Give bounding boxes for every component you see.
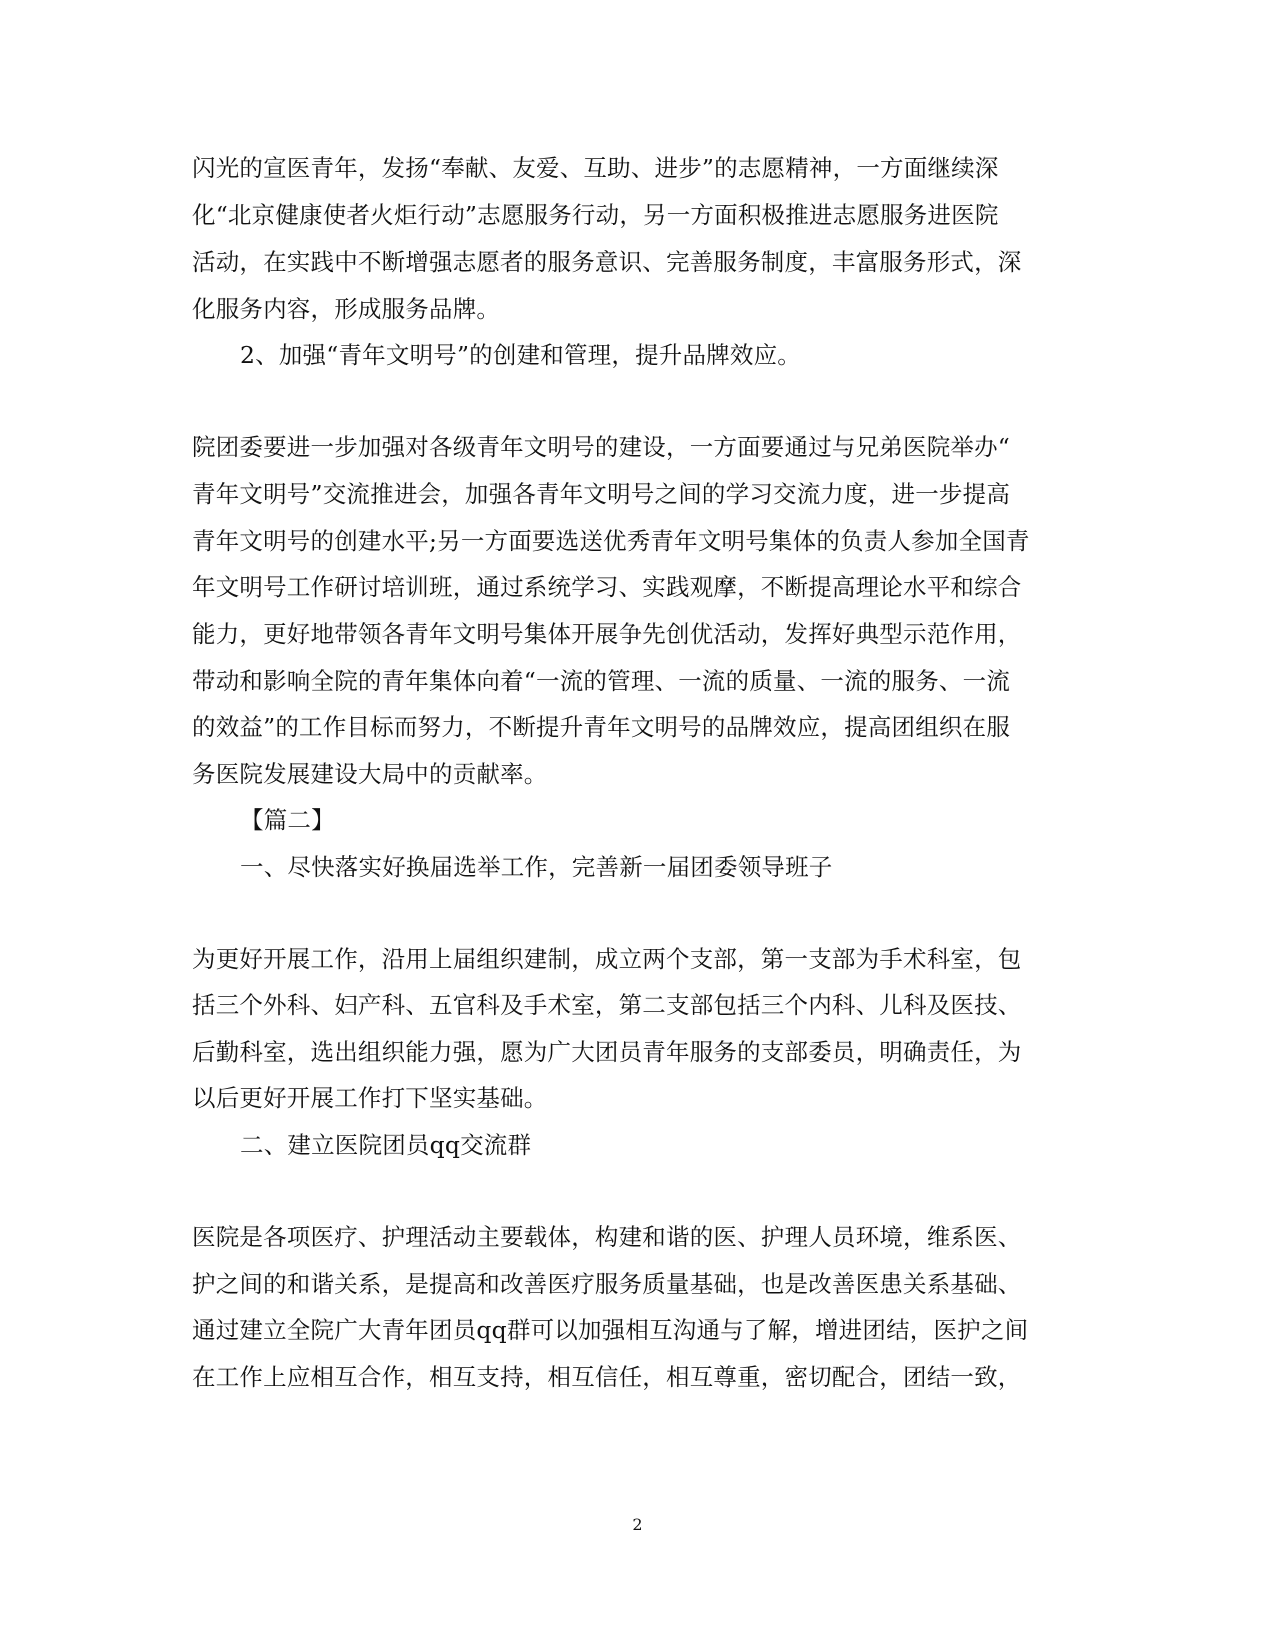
section-heading: 2、加强“青年文明号”的创建和管理，提升品牌效应。	[240, 341, 801, 369]
body-text-line: 医院是各项医疗、护理活动主要载体，构建和谐的医、护理人员环境，维系医、	[192, 1223, 1022, 1251]
section-heading: 二、建立医院团员qq交流群	[240, 1131, 532, 1159]
body-text-line: 化“北京健康使者火炬行动”志愿服务行动，另一方面积极推进志愿服务进医院	[192, 201, 999, 229]
body-text-line: 年文明号工作研讨培训班，通过系统学习、实践观摩，不断提高理论水平和综合	[192, 573, 1022, 601]
body-text-line: 青年文明号”交流推进会，加强各青年文明号之间的学习交流力度，进一步提高	[192, 480, 1011, 508]
page-number: 2	[632, 1515, 643, 1534]
body-text-line: 为更好开展工作，沿用上届组织建制，成立两个支部，第一支部为手术科室，包	[192, 945, 1022, 973]
body-text-line: 以后更好开展工作打下坚实基础。	[192, 1084, 548, 1112]
body-text-line: 青年文明号的创建水平;另一方面要选送优秀青年文明号集体的负责人参加全国青	[192, 527, 1030, 555]
body-text-line: 带动和影响全院的青年集体向着“一流的管理、一流的质量、一流的服务、一流	[192, 667, 1011, 695]
body-text-line: 化服务内容，形成服务品牌。	[192, 295, 501, 323]
body-text-line: 活动，在实践中不断增强志愿者的服务意识、完善服务制度，丰富服务形式，深	[192, 248, 1022, 276]
body-text-line: 后勤科室，选出组织能力强，愿为广大团员青年服务的支部委员，明确责任，为	[192, 1038, 1022, 1066]
body-text-line: 闪光的宣医青年，发扬“奉献、友爱、互助、进步”的志愿精神，一方面继续深	[192, 154, 999, 182]
body-text-line: 的效益”的工作目标而努力，不断提升青年文明号的品牌效应，提高团组织在服	[192, 713, 1011, 741]
body-text-line: 通过建立全院广大青年团员qq群可以加强相互沟通与了解，增进团结，医护之间	[192, 1316, 1029, 1344]
body-text-line: 护之间的和谐关系，是提高和改善医疗服务质量基础，也是改善医患关系基础、	[192, 1270, 1022, 1298]
body-text-line: 院团委要进一步加强对各级青年文明号的建设，一方面要通过与兄弟医院举办“	[192, 433, 1011, 461]
section-heading: 一、尽快落实好换届选举工作，完善新一届团委领导班子	[240, 853, 833, 881]
body-text-line: 能力，更好地带领各青年文明号集体开展争先创优活动，发挥好典型示范作用，	[192, 620, 1022, 648]
body-text-line: 在工作上应相互合作，相互支持，相互信任，相互尊重，密切配合，团结一致，	[192, 1363, 1022, 1391]
body-text-line: 括三个外科、妇产科、五官科及手术室，第二支部包括三个内科、儿科及医技、	[192, 991, 1022, 1019]
chapter-heading: 【篇二】	[240, 806, 335, 834]
body-text-line: 务医院发展建设大局中的贡献率。	[192, 760, 548, 788]
